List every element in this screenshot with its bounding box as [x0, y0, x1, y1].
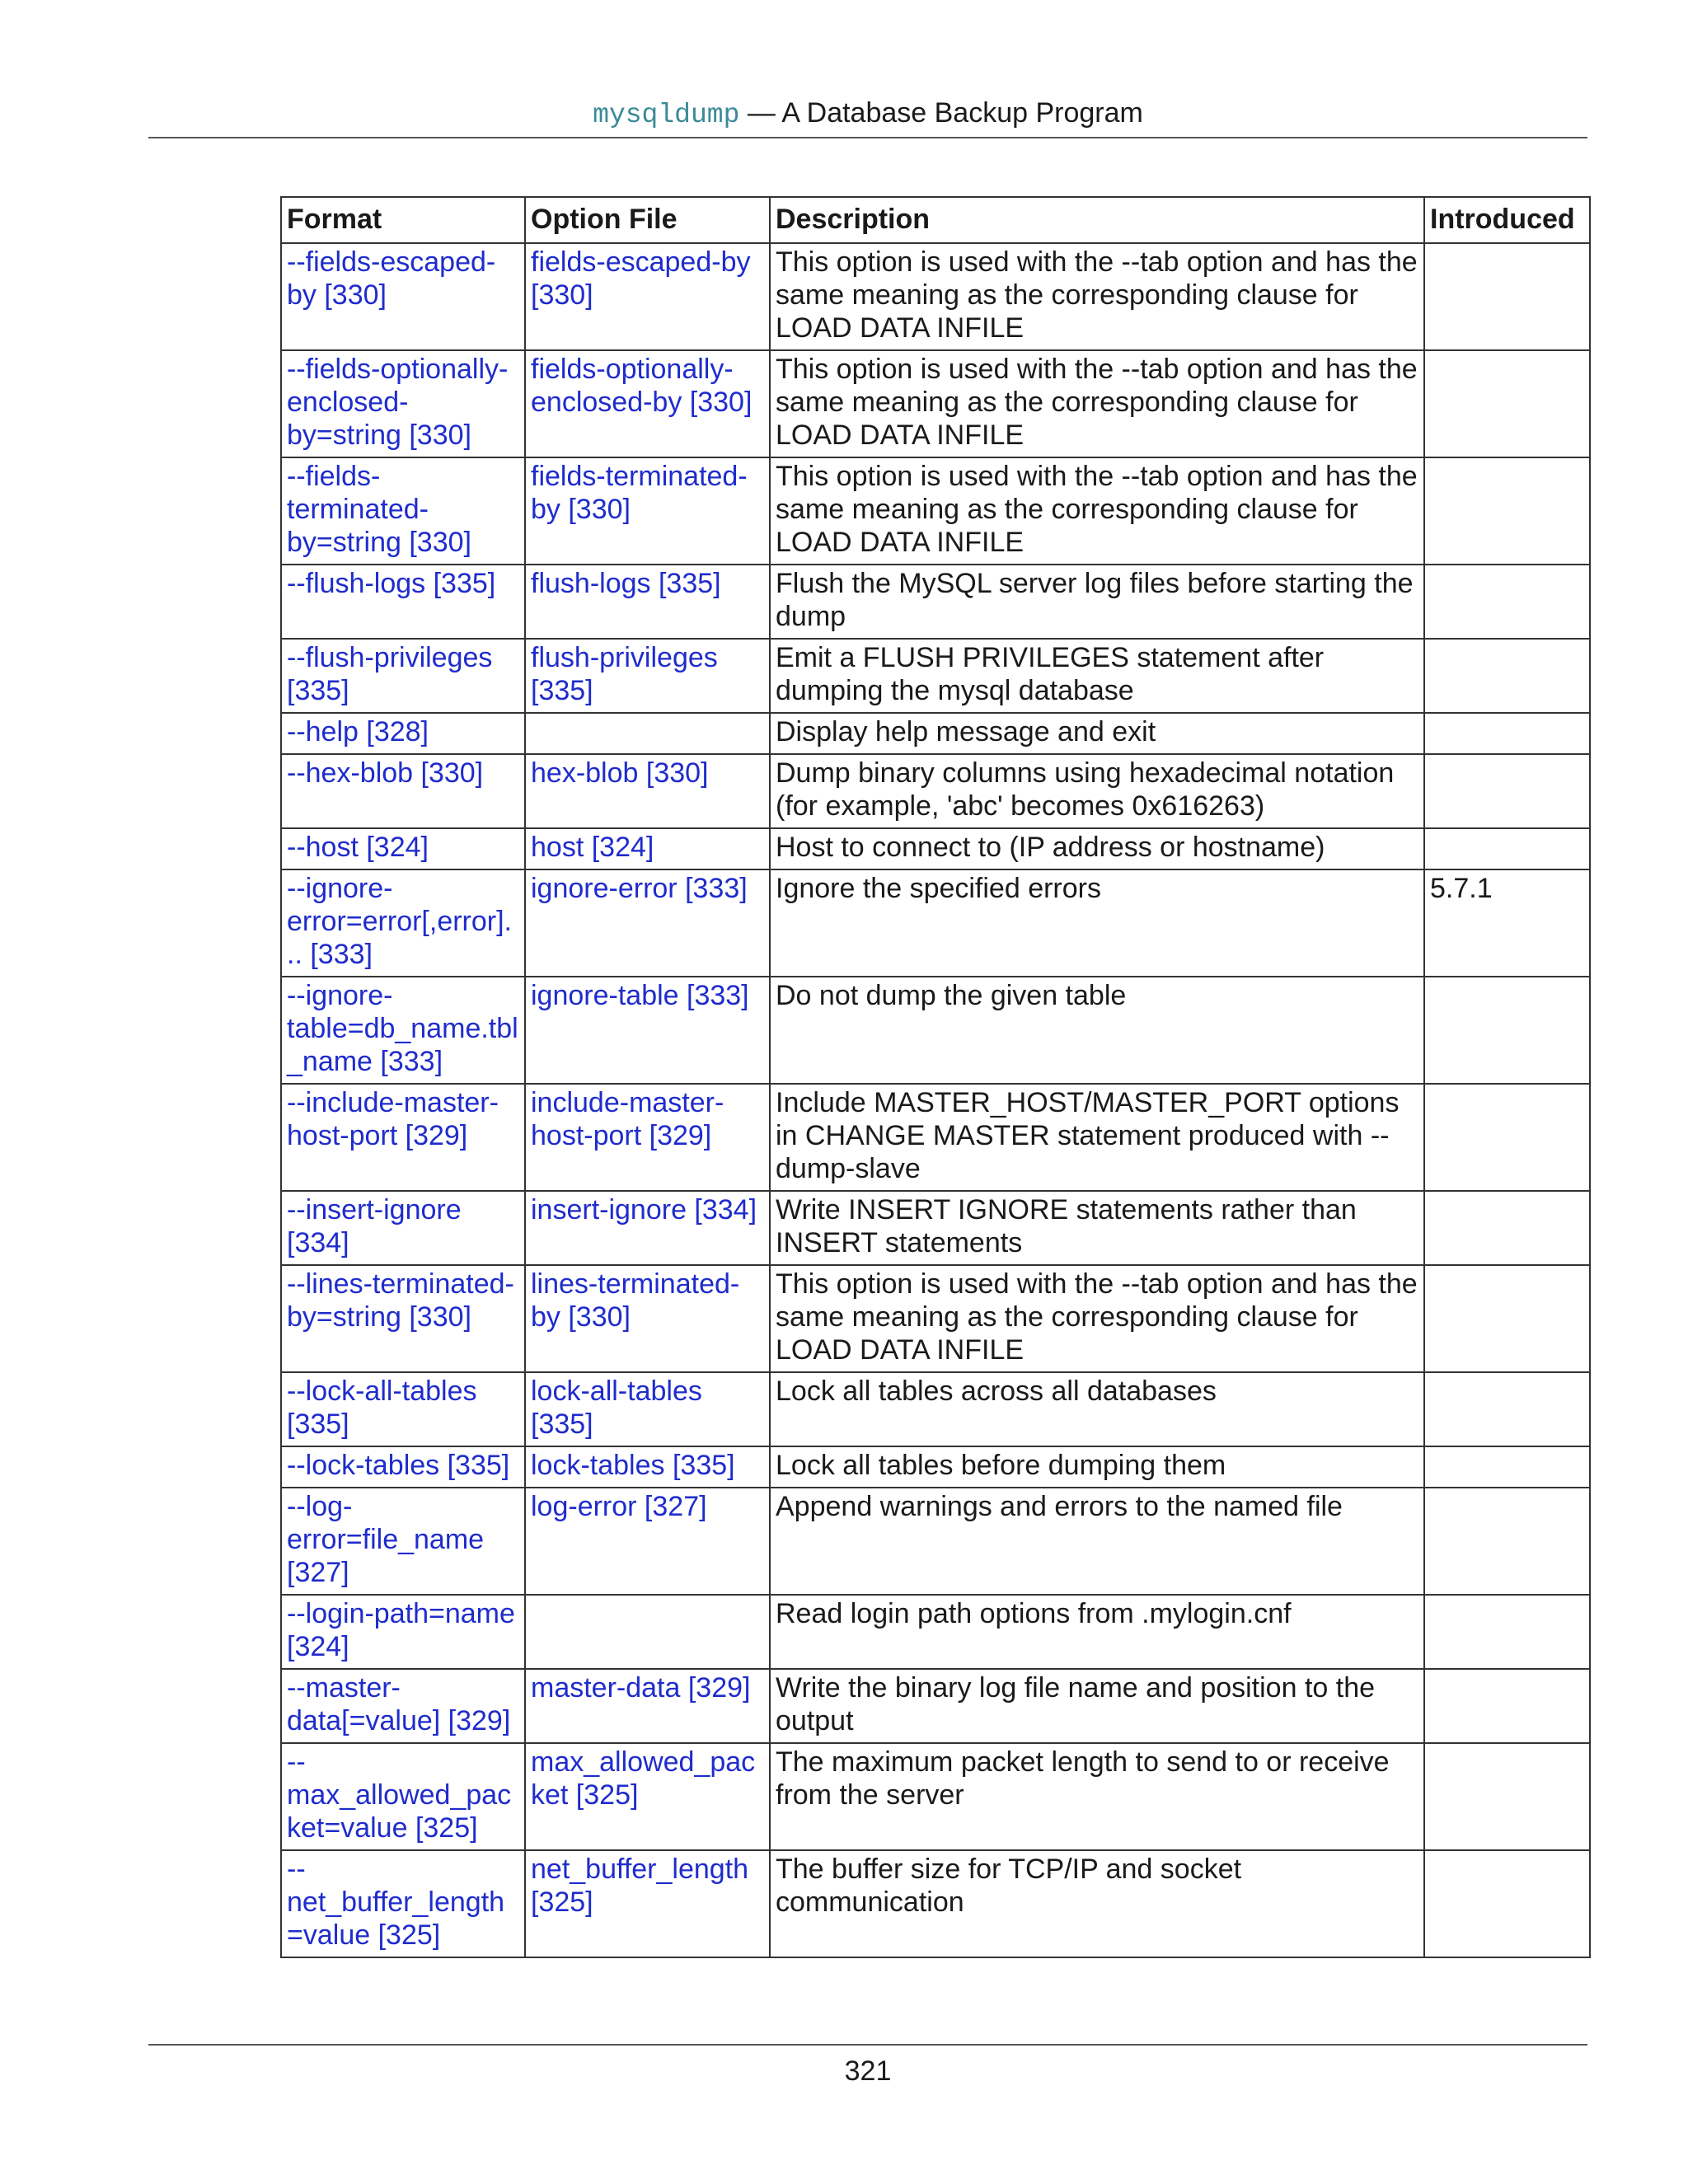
option-file-link[interactable]: log-error [327]	[531, 1491, 707, 1522]
option-file-link[interactable]: max_allowed_packet [325]	[531, 1746, 756, 1811]
table-row	[281, 869, 1590, 977]
format-link[interactable]: --insert-ignore [334]	[287, 1194, 462, 1258]
description-cell: The maximum packet length to send to or receive from the server	[770, 1743, 1424, 1850]
option-file-link[interactable]: fields-terminated-by [330]	[531, 461, 748, 525]
option-file-link[interactable]: lock-tables [335]	[531, 1450, 735, 1481]
options-table	[280, 196, 1591, 1958]
option-file-link[interactable]: flush-privileges [335]	[531, 642, 718, 706]
option-file-link[interactable]: host [324]	[531, 832, 654, 863]
description-cell: This option is used with the --tab option and has the same meaning as the corresponding clause for LOAD DATA INFILE	[770, 243, 1424, 350]
format-link[interactable]: --flush-logs [335]	[287, 568, 496, 599]
format-link[interactable]: --max_allowed_packet=value [325]	[287, 1746, 512, 1844]
option-file-link[interactable]: include-master-host-port [329]	[531, 1087, 724, 1151]
description-cell: This option is used with the --tab option and has the same meaning as the corresponding clause for LOAD DATA INFILE	[770, 1265, 1424, 1372]
table-row	[281, 713, 1590, 754]
description-cell: Display help message and exit	[770, 713, 1424, 754]
introduced-cell	[1424, 1669, 1590, 1743]
column-header-introduced: Introduced	[1424, 197, 1590, 243]
description-cell: Dump binary columns using hexadecimal notation (for example, 'abc' becomes 0x616263)	[770, 754, 1424, 828]
column-header-format: Format	[281, 197, 525, 243]
description-cell: Write the binary log file name and position to the output	[770, 1669, 1424, 1743]
format-link[interactable]: --lock-tables [335]	[287, 1450, 510, 1481]
introduced-cell	[1424, 1446, 1590, 1488]
table-row	[281, 243, 1590, 350]
table-row	[281, 457, 1590, 565]
option-file-link[interactable]: hex-blob [330]	[531, 757, 709, 789]
header-divider	[148, 137, 1587, 138]
introduced-cell	[1424, 1488, 1590, 1595]
format-link[interactable]: --include-master-host-port [329]	[287, 1087, 499, 1151]
table-row	[281, 1265, 1590, 1372]
introduced-cell: 5.7.1	[1424, 869, 1590, 977]
header-command: mysqldump	[593, 100, 740, 130]
introduced-cell	[1424, 713, 1590, 754]
table-row	[281, 1191, 1590, 1265]
table-row	[281, 1084, 1590, 1191]
description-cell: Emit a FLUSH PRIVILEGES statement after dumping the mysql database	[770, 639, 1424, 713]
description-cell: The buffer size for TCP/IP and socket communication	[770, 1850, 1424, 1957]
introduced-cell	[1424, 639, 1590, 713]
format-link[interactable]: --help [328]	[287, 716, 429, 748]
option-file-link[interactable]: insert-ignore [334]	[531, 1194, 757, 1226]
option-file-link[interactable]: net_buffer_length [325]	[531, 1854, 749, 1918]
table-row	[281, 828, 1590, 869]
description-cell: Ignore the specified errors	[770, 869, 1424, 977]
option-file-link[interactable]: lock-all-tables [335]	[531, 1376, 702, 1440]
format-link[interactable]: --lines-terminated-by=string [330]	[287, 1268, 514, 1333]
introduced-cell	[1424, 565, 1590, 639]
description-cell: Write INSERT IGNORE statements rather than INSERT statements	[770, 1191, 1424, 1265]
introduced-cell	[1424, 1084, 1590, 1191]
table-row	[281, 1669, 1590, 1743]
description-cell: Lock all tables across all databases	[770, 1372, 1424, 1446]
table-row	[281, 1850, 1590, 1957]
option-file-link[interactable]: fields-optionally-enclosed-by [330]	[531, 354, 753, 418]
format-link[interactable]: --flush-privileges [335]	[287, 642, 493, 706]
format-link[interactable]: --net_buffer_length=value [325]	[287, 1854, 505, 1951]
table-row	[281, 639, 1590, 713]
introduced-cell	[1424, 754, 1590, 828]
table-row	[281, 754, 1590, 828]
option-file-link[interactable]: fields-escaped-by [330]	[531, 246, 751, 311]
option-file-link[interactable]: ignore-table [333]	[531, 980, 749, 1011]
page-number: 321	[844, 2055, 892, 2087]
table-row	[281, 1595, 1590, 1669]
description-cell: Do not dump the given table	[770, 977, 1424, 1084]
format-link[interactable]: --login-path=name [324]	[287, 1598, 515, 1662]
format-link[interactable]: --ignore-error=error[,error]... [333]	[287, 873, 512, 970]
introduced-cell	[1424, 1595, 1590, 1669]
introduced-cell	[1424, 1372, 1590, 1446]
table-row	[281, 1488, 1590, 1595]
option-file-link[interactable]: ignore-error [333]	[531, 873, 748, 904]
introduced-cell	[1424, 457, 1590, 565]
table-header-row	[281, 197, 1590, 243]
introduced-cell	[1424, 1265, 1590, 1372]
description-cell: This option is used with the --tab option and has the same meaning as the corresponding clause for LOAD DATA INFILE	[770, 457, 1424, 565]
format-link[interactable]: --ignore-table=db_name.tbl_name [333]	[287, 980, 518, 1077]
option-file-link[interactable]: lines-terminated-by [330]	[531, 1268, 740, 1333]
description-cell: This option is used with the --tab option and has the same meaning as the corresponding clause for LOAD DATA INFILE	[770, 350, 1424, 457]
introduced-cell	[1424, 1743, 1590, 1850]
page-header	[148, 92, 1587, 136]
format-link[interactable]: --fields-optionally-enclosed-by=string [330]	[287, 354, 509, 451]
column-header-option-file: Option File	[525, 197, 770, 243]
description-cell: Read login path options from .mylogin.cnf	[770, 1595, 1424, 1669]
description-cell: Flush the MySQL server log files before starting the dump	[770, 565, 1424, 639]
table-row	[281, 350, 1590, 457]
description-cell: Host to connect to (IP address or hostname)	[770, 828, 1424, 869]
format-link[interactable]: --master-data[=value] [329]	[287, 1672, 511, 1736]
column-header-description: Description	[770, 197, 1424, 243]
format-link[interactable]: --hex-blob [330]	[287, 757, 484, 789]
introduced-cell	[1424, 243, 1590, 350]
description-cell: Include MASTER_HOST/MASTER_PORT options in CHANGE MASTER statement produced with --dump-slave	[770, 1084, 1424, 1191]
table-row	[281, 1446, 1590, 1488]
introduced-cell	[1424, 1850, 1590, 1957]
table-row	[281, 565, 1590, 639]
table-row	[281, 1372, 1590, 1446]
format-link[interactable]: --host [324]	[287, 832, 429, 863]
introduced-cell	[1424, 1191, 1590, 1265]
introduced-cell	[1424, 350, 1590, 457]
description-cell: Append warnings and errors to the named file	[770, 1488, 1424, 1595]
introduced-cell	[1424, 977, 1590, 1084]
option-file-link[interactable]: flush-logs [335]	[531, 568, 721, 599]
introduced-cell	[1424, 828, 1590, 869]
format-link[interactable]: --fields-terminated-by=string [330]	[287, 461, 471, 558]
table-row	[281, 1743, 1590, 1850]
format-link[interactable]: --log-error=file_name [327]	[287, 1491, 485, 1588]
option-file-link[interactable]: master-data [329]	[531, 1672, 751, 1704]
table-row	[281, 977, 1590, 1084]
header-title: — A Database Backup Program	[739, 97, 1143, 129]
format-link[interactable]: --lock-all-tables [335]	[287, 1376, 477, 1440]
footer-divider	[148, 2044, 1587, 2046]
description-cell: Lock all tables before dumping them	[770, 1446, 1424, 1488]
format-link[interactable]: --fields-escaped-by [330]	[287, 246, 496, 311]
